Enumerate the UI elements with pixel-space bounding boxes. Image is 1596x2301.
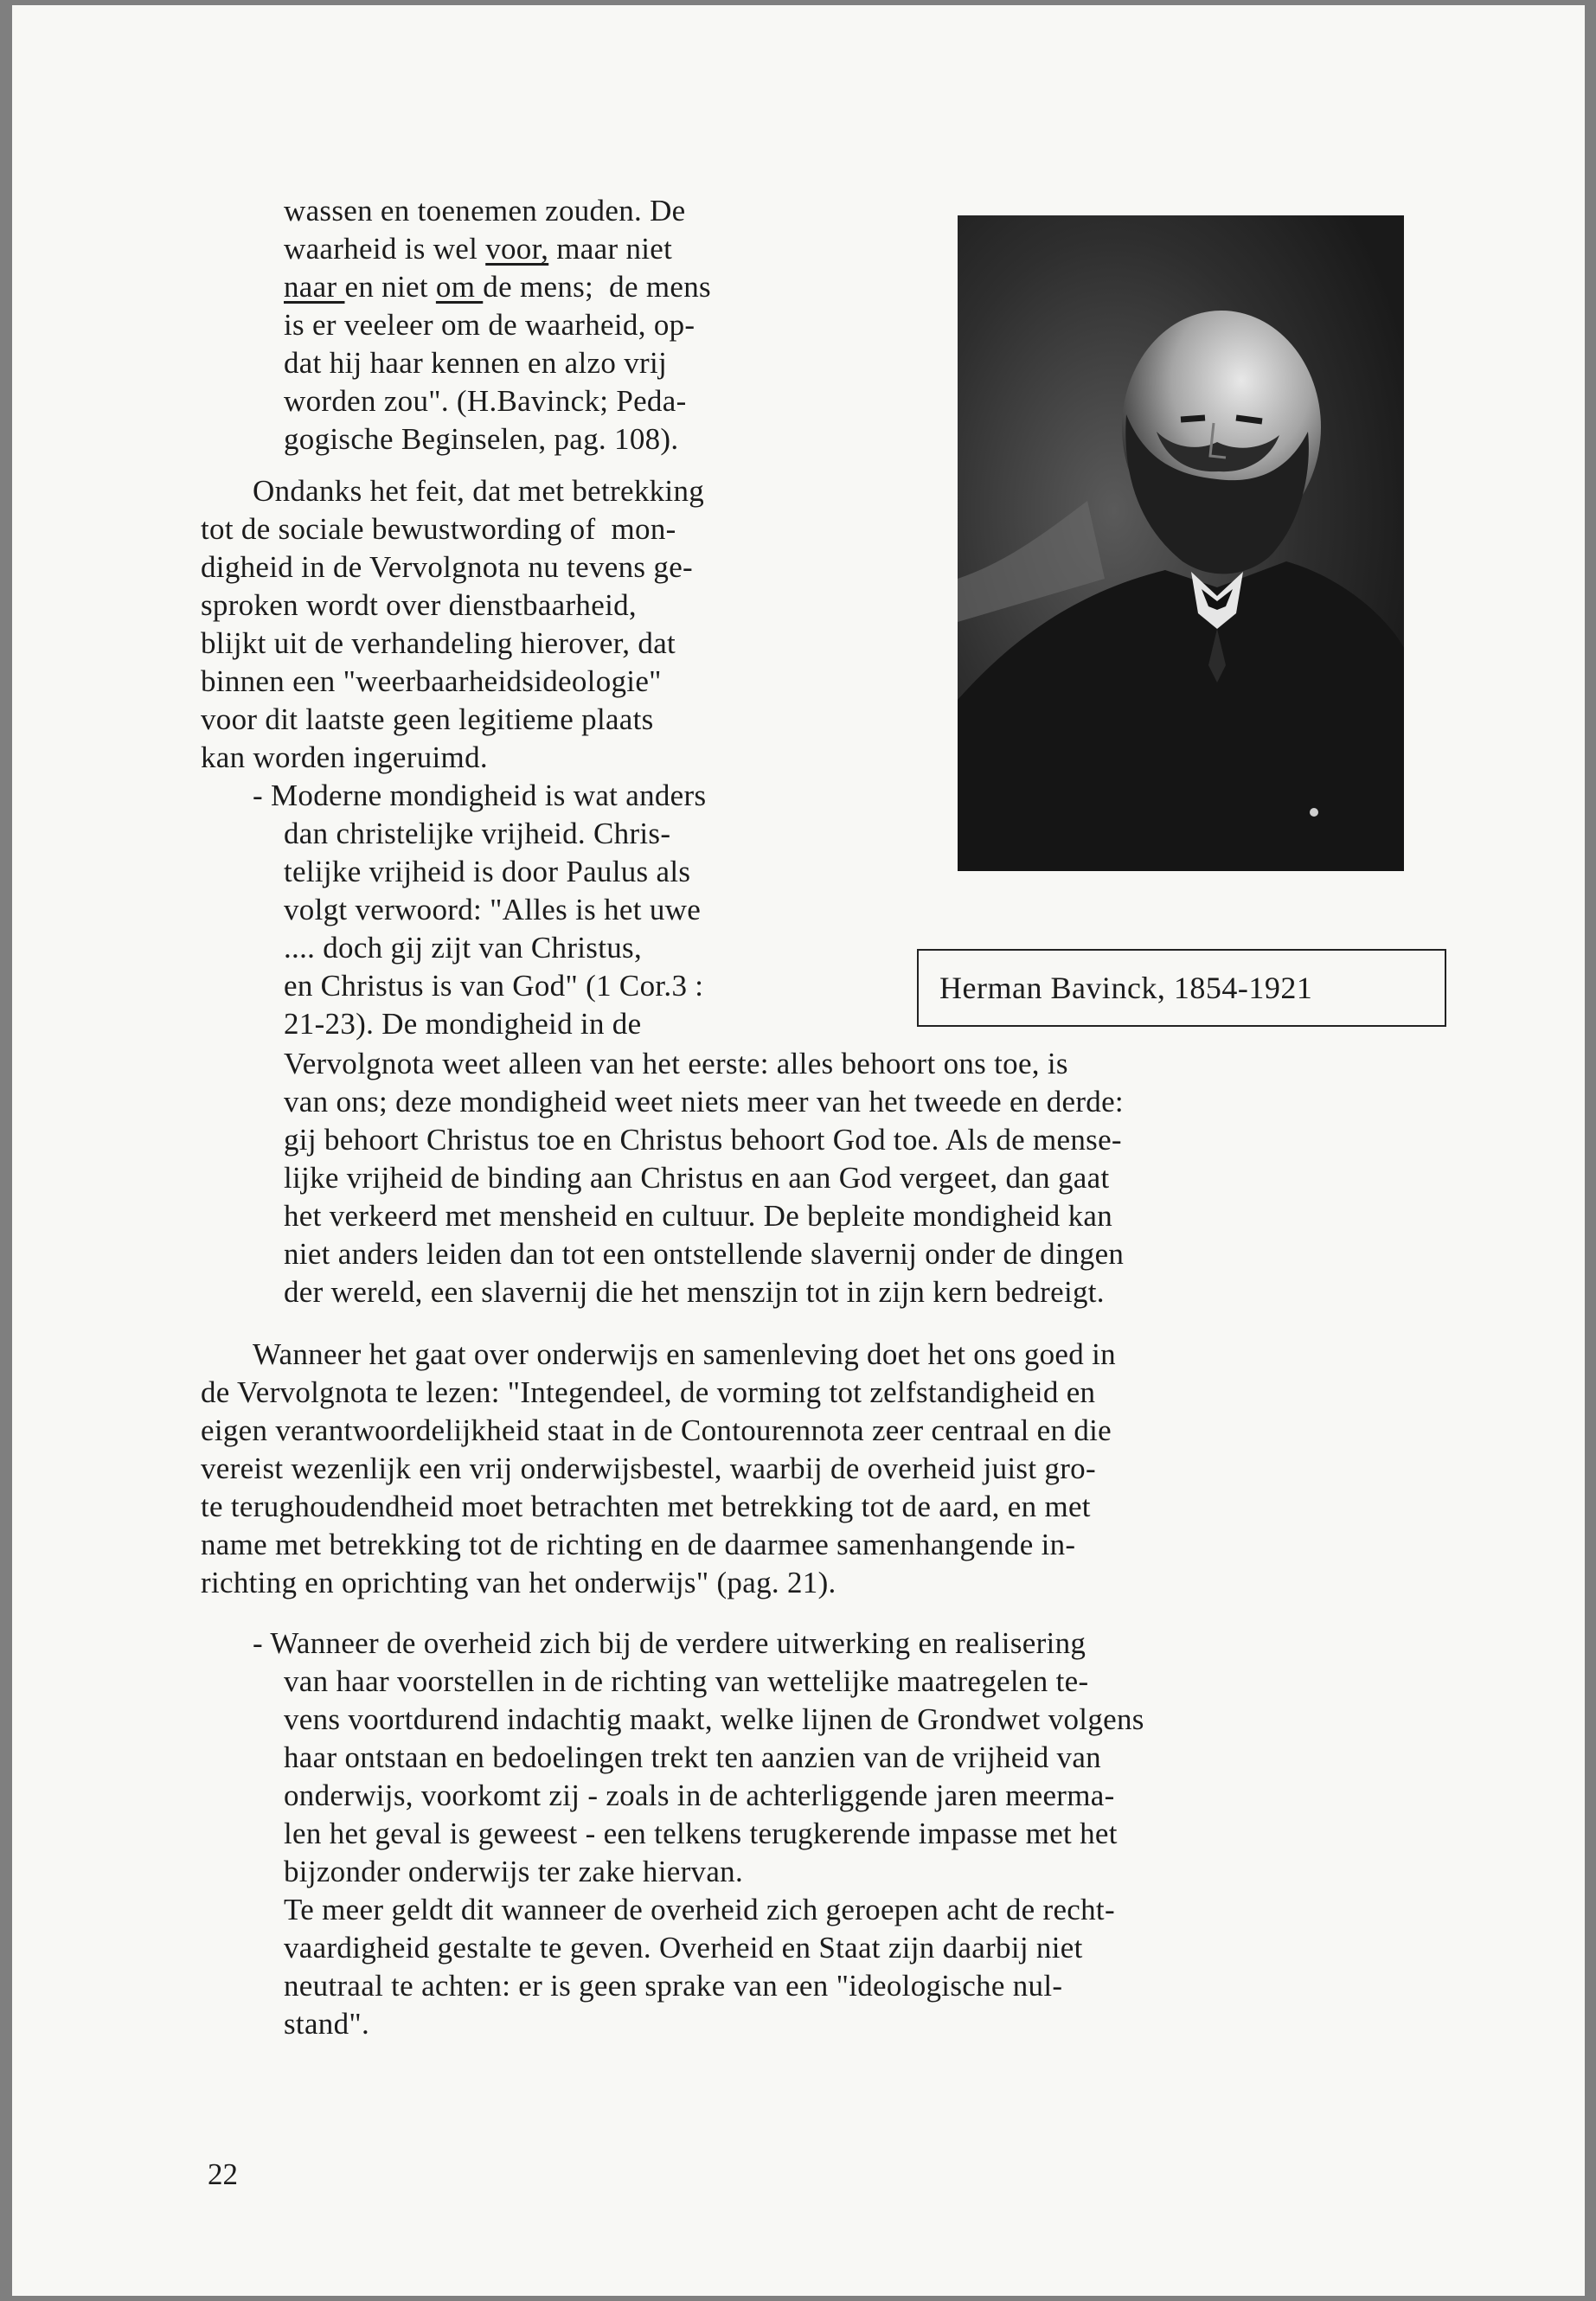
text-line: bijzonder onderwijs ter zake hiervan. <box>284 1855 744 1888</box>
caption-text: Herman Bavinck, 1854-1921 <box>939 971 1313 1005</box>
text-line: kan worden ingeruimd. <box>201 740 488 774</box>
text-line: len het geval is geweest - een telkens terugkerende impasse met het <box>284 1817 1118 1850</box>
portrait-illustration <box>958 215 1404 871</box>
text-line: te terughoudendheid moet betrachten met betrekking tot de aard, en met <box>201 1490 1091 1523</box>
text-line: binnen een "weerbaarheidsideologie" <box>201 664 662 698</box>
text-line: name met betrekking tot de richting en de daarmee samenhangende in- <box>201 1528 1076 1561</box>
text-line: dan christelijke vrijheid. Chris- <box>284 817 671 850</box>
text-line: - Moderne mondigheid is wat anders <box>253 779 707 812</box>
text-line: telijke vrijheid is door Paulus als <box>284 855 691 888</box>
text-line: en Christus is van God" (1 Cor.3 : <box>284 969 704 1003</box>
text-line: neutraal te achten: er is geen sprake van een "ideologische nul- <box>284 1969 1063 2003</box>
text-line: vaardigheid gestalte te geven. Overheid en Staat zijn daarbij niet <box>284 1931 1083 1965</box>
text-line: eigen verantwoordelijkheid staat in de Contourennota zeer centraal en die <box>201 1413 1112 1447</box>
text-line: dat hij haar kennen en alzo vrij <box>284 346 668 380</box>
text-line: richting en oprichting van het onderwijs" (pag. 21). <box>201 1566 836 1599</box>
text-line: van haar voorstellen in de richting van wettelijke maatregelen te- <box>284 1664 1089 1698</box>
text-line: sproken wordt over dienstbaarheid, <box>201 588 637 622</box>
text-line: Vervolgnota weet alleen van het eerste: alles behoort ons toe, is <box>284 1047 1068 1080</box>
text-line: wassen en toenemen zouden. De <box>284 194 686 228</box>
photo-caption <box>917 949 1446 1027</box>
text-line: worden zou". (H.Bavinck; Peda- <box>284 384 687 418</box>
text-line: der wereld, een slavernij die het menszijn tot in zijn kern bedreigt. <box>284 1275 1105 1309</box>
text-line: niet anders leiden dan tot een ontstellende slavernij onder de dingen <box>284 1237 1125 1271</box>
text-span: de mens; de mens <box>483 270 711 304</box>
page-number: 22 <box>208 2157 238 2191</box>
text-line: lijke vrijheid de binding aan Christus en aan God vergeet, dan gaat <box>284 1161 1110 1195</box>
text-line: Te meer geldt dit wanneer de overheid zich geroepen acht de recht- <box>284 1893 1115 1926</box>
portrait-photo <box>958 215 1404 871</box>
text-line: vens voortdurend indachtig maakt, welke lijnen de Grondwet volgens <box>284 1702 1144 1736</box>
text-line: haar ontstaan en bedoelingen trekt ten aanzien van de vrijheid van <box>284 1740 1101 1774</box>
underlined-word: om <box>435 270 484 304</box>
underlined-word: naar <box>284 270 345 304</box>
text-line: de Vervolgnota te lezen: "Integendeel, de vorming tot zelfstandigheid en <box>201 1375 1096 1409</box>
text-line: Ondanks het feit, dat met betrekking <box>253 474 705 508</box>
text-span: waarheid is wel <box>284 232 486 266</box>
text-span: maar niet <box>548 232 673 266</box>
text-span: en niet <box>344 270 436 304</box>
text-line: onderwijs, voorkomt zij - zoals in de achterliggende jaren meerma- <box>284 1779 1115 1812</box>
text-line <box>284 230 672 268</box>
text-line: stand". <box>284 2007 370 2041</box>
text-line: volgt verwoord: "Alles is het uwe <box>284 893 702 926</box>
underlined-word: voor, <box>485 232 549 266</box>
text-line: gogische Beginselen, pag. 108). <box>284 422 679 456</box>
text-line: digheid in de Vervolgnota nu tevens ge- <box>201 550 693 584</box>
text-line: voor dit laatste geen legitieme plaats <box>201 702 654 736</box>
text-line: blijkt uit de verhandeling hierover, dat <box>201 626 676 660</box>
text-line: is er veeleer om de waarheid, op- <box>284 308 695 342</box>
text-line <box>284 268 711 306</box>
text-line: .... doch gij zijt van Christus, <box>284 931 643 965</box>
text-line: vereist wezenlijk een vrij onderwijsbestel, waarbij de overheid juist gro- <box>201 1452 1096 1485</box>
text-line: 21-23). De mondigheid in de <box>284 1007 642 1041</box>
text-line: van ons; deze mondigheid weet niets meer van het tweede en derde: <box>284 1085 1124 1118</box>
text-line: tot de sociale bewustwording of mon- <box>201 512 676 546</box>
text-line: - Wanneer de overheid zich bij de verdere uitwerking en realisering <box>253 1626 1086 1660</box>
text-line: gij behoort Christus toe en Christus behoort God toe. Als de mense- <box>284 1123 1122 1157</box>
document-page <box>12 5 1585 2296</box>
text-line: Wanneer het gaat over onderwijs en samenleving doet het ons goed in <box>253 1337 1116 1371</box>
text-line: het verkeerd met mensheid en cultuur. De bepleite mondigheid kan <box>284 1199 1113 1233</box>
